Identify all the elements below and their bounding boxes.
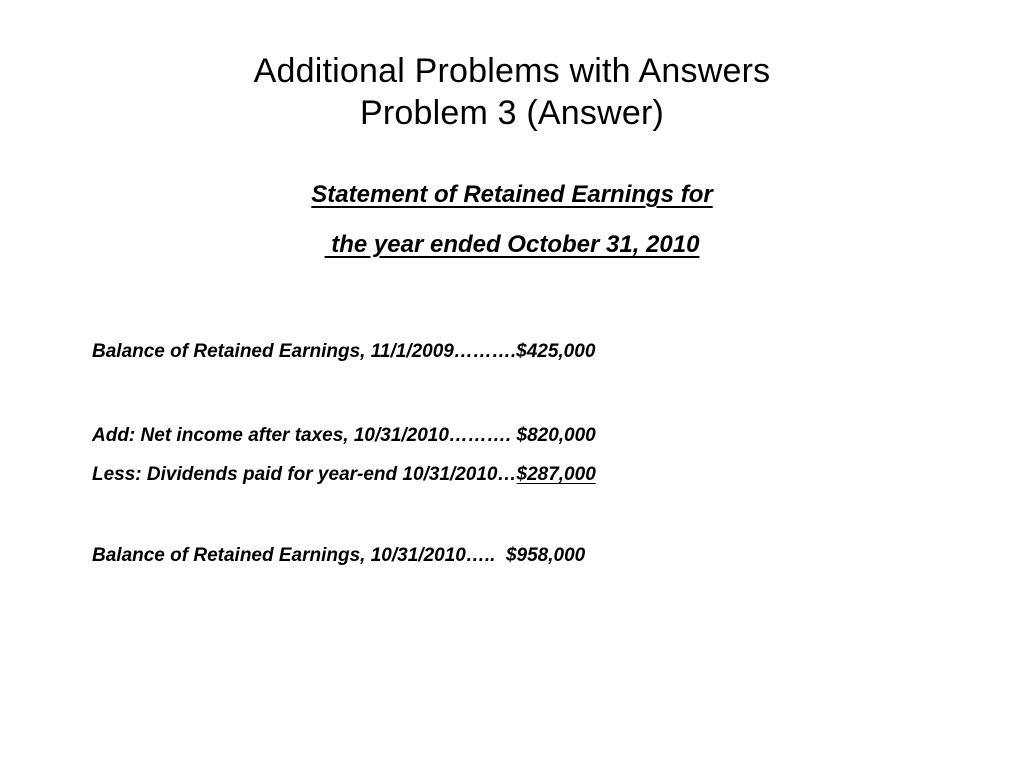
dividends-row	[92, 462, 952, 488]
net-income-label: Add: Net income after taxes, 10/31/2010……….	[92, 425, 517, 446]
dividends-label: Less: Dividends paid for year-end 10/31/2010…	[92, 464, 517, 485]
statement-heading-line-2: the year ended October 31, 2010	[324, 231, 700, 258]
statement-heading	[0, 170, 1024, 270]
net-income-row	[92, 423, 952, 449]
slide-title	[0, 50, 1024, 134]
closing-balance-row	[92, 543, 952, 569]
dividends-amount: $287,000	[516, 464, 596, 485]
closing-balance-amount: $958,000	[505, 545, 586, 566]
statement-heading-line-1: Statement of Retained Earnings for	[311, 181, 713, 208]
opening-balance-row	[92, 339, 952, 365]
opening-balance-label: Balance of Retained Earnings, 11/1/2009……….	[92, 341, 517, 362]
net-income-amount: $820,000	[516, 425, 596, 446]
opening-balance-amount: $425,000	[516, 341, 596, 362]
title-line-2: Problem 3 (Answer)	[359, 94, 665, 132]
closing-balance-label: Balance of Retained Earnings, 10/31/2010…..	[92, 545, 506, 566]
title-line-1: Additional Problems with Answers	[253, 52, 771, 90]
